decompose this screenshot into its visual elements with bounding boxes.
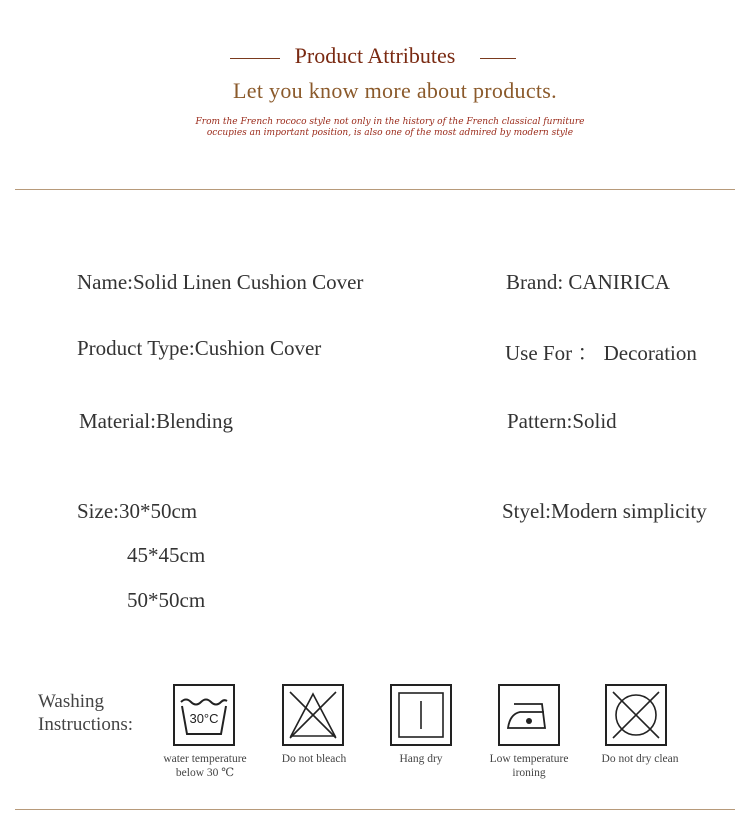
attr-style: Styel:Modern simplicity <box>502 499 707 523</box>
attr-material: Material:Blending <box>79 409 233 433</box>
attr-product-type: Product Type:Cushion Cover <box>77 336 322 360</box>
caption-do-not-bleach: Do not bleach <box>281 753 347 765</box>
page-subtitle: Let you know more about products. <box>233 78 557 103</box>
do-not-dry-clean-icon <box>605 684 667 746</box>
page-title: Product Attributes <box>294 43 456 68</box>
washing-heading-line1: Washing <box>38 691 105 712</box>
wash-30-icon <box>173 684 235 746</box>
attr-size: Size:30*50cm <box>77 499 198 523</box>
caption-low-temperature-ironing: Low temperature ironing <box>489 753 569 779</box>
top-divider <box>15 189 735 190</box>
attr-brand: Brand: CANIRICA <box>506 270 670 294</box>
attr-pattern: Pattern:Solid <box>507 409 617 433</box>
bottom-divider <box>15 809 735 810</box>
do-not-bleach-icon <box>282 684 344 746</box>
script-tagline: From the French rococo style not only in the history of the French classical furniture occupies an important position, is also one of the most admired by modern style <box>195 117 585 138</box>
washing-instructions-heading <box>38 690 133 736</box>
attr-use-for: Use For ： Decoration <box>505 341 697 365</box>
attr-name: Name:Solid Linen Cushion Cover <box>77 270 364 294</box>
caption-wash-30: water temperature below 30 ℃ <box>163 753 247 779</box>
washing-heading-line2: Instructions: <box>38 714 133 735</box>
caption-hang-dry: Hang dry <box>399 753 443 765</box>
hang-dry-icon <box>390 684 452 746</box>
wash-temp-label: 30°C <box>189 711 219 726</box>
low-temperature-ironing-icon <box>498 684 560 746</box>
attr-size-2: 45*45cm <box>127 543 206 567</box>
attr-size-3: 50*50cm <box>127 588 206 612</box>
caption-do-not-dry-clean: Do not dry clean <box>601 753 679 765</box>
title-right-line <box>480 58 516 59</box>
